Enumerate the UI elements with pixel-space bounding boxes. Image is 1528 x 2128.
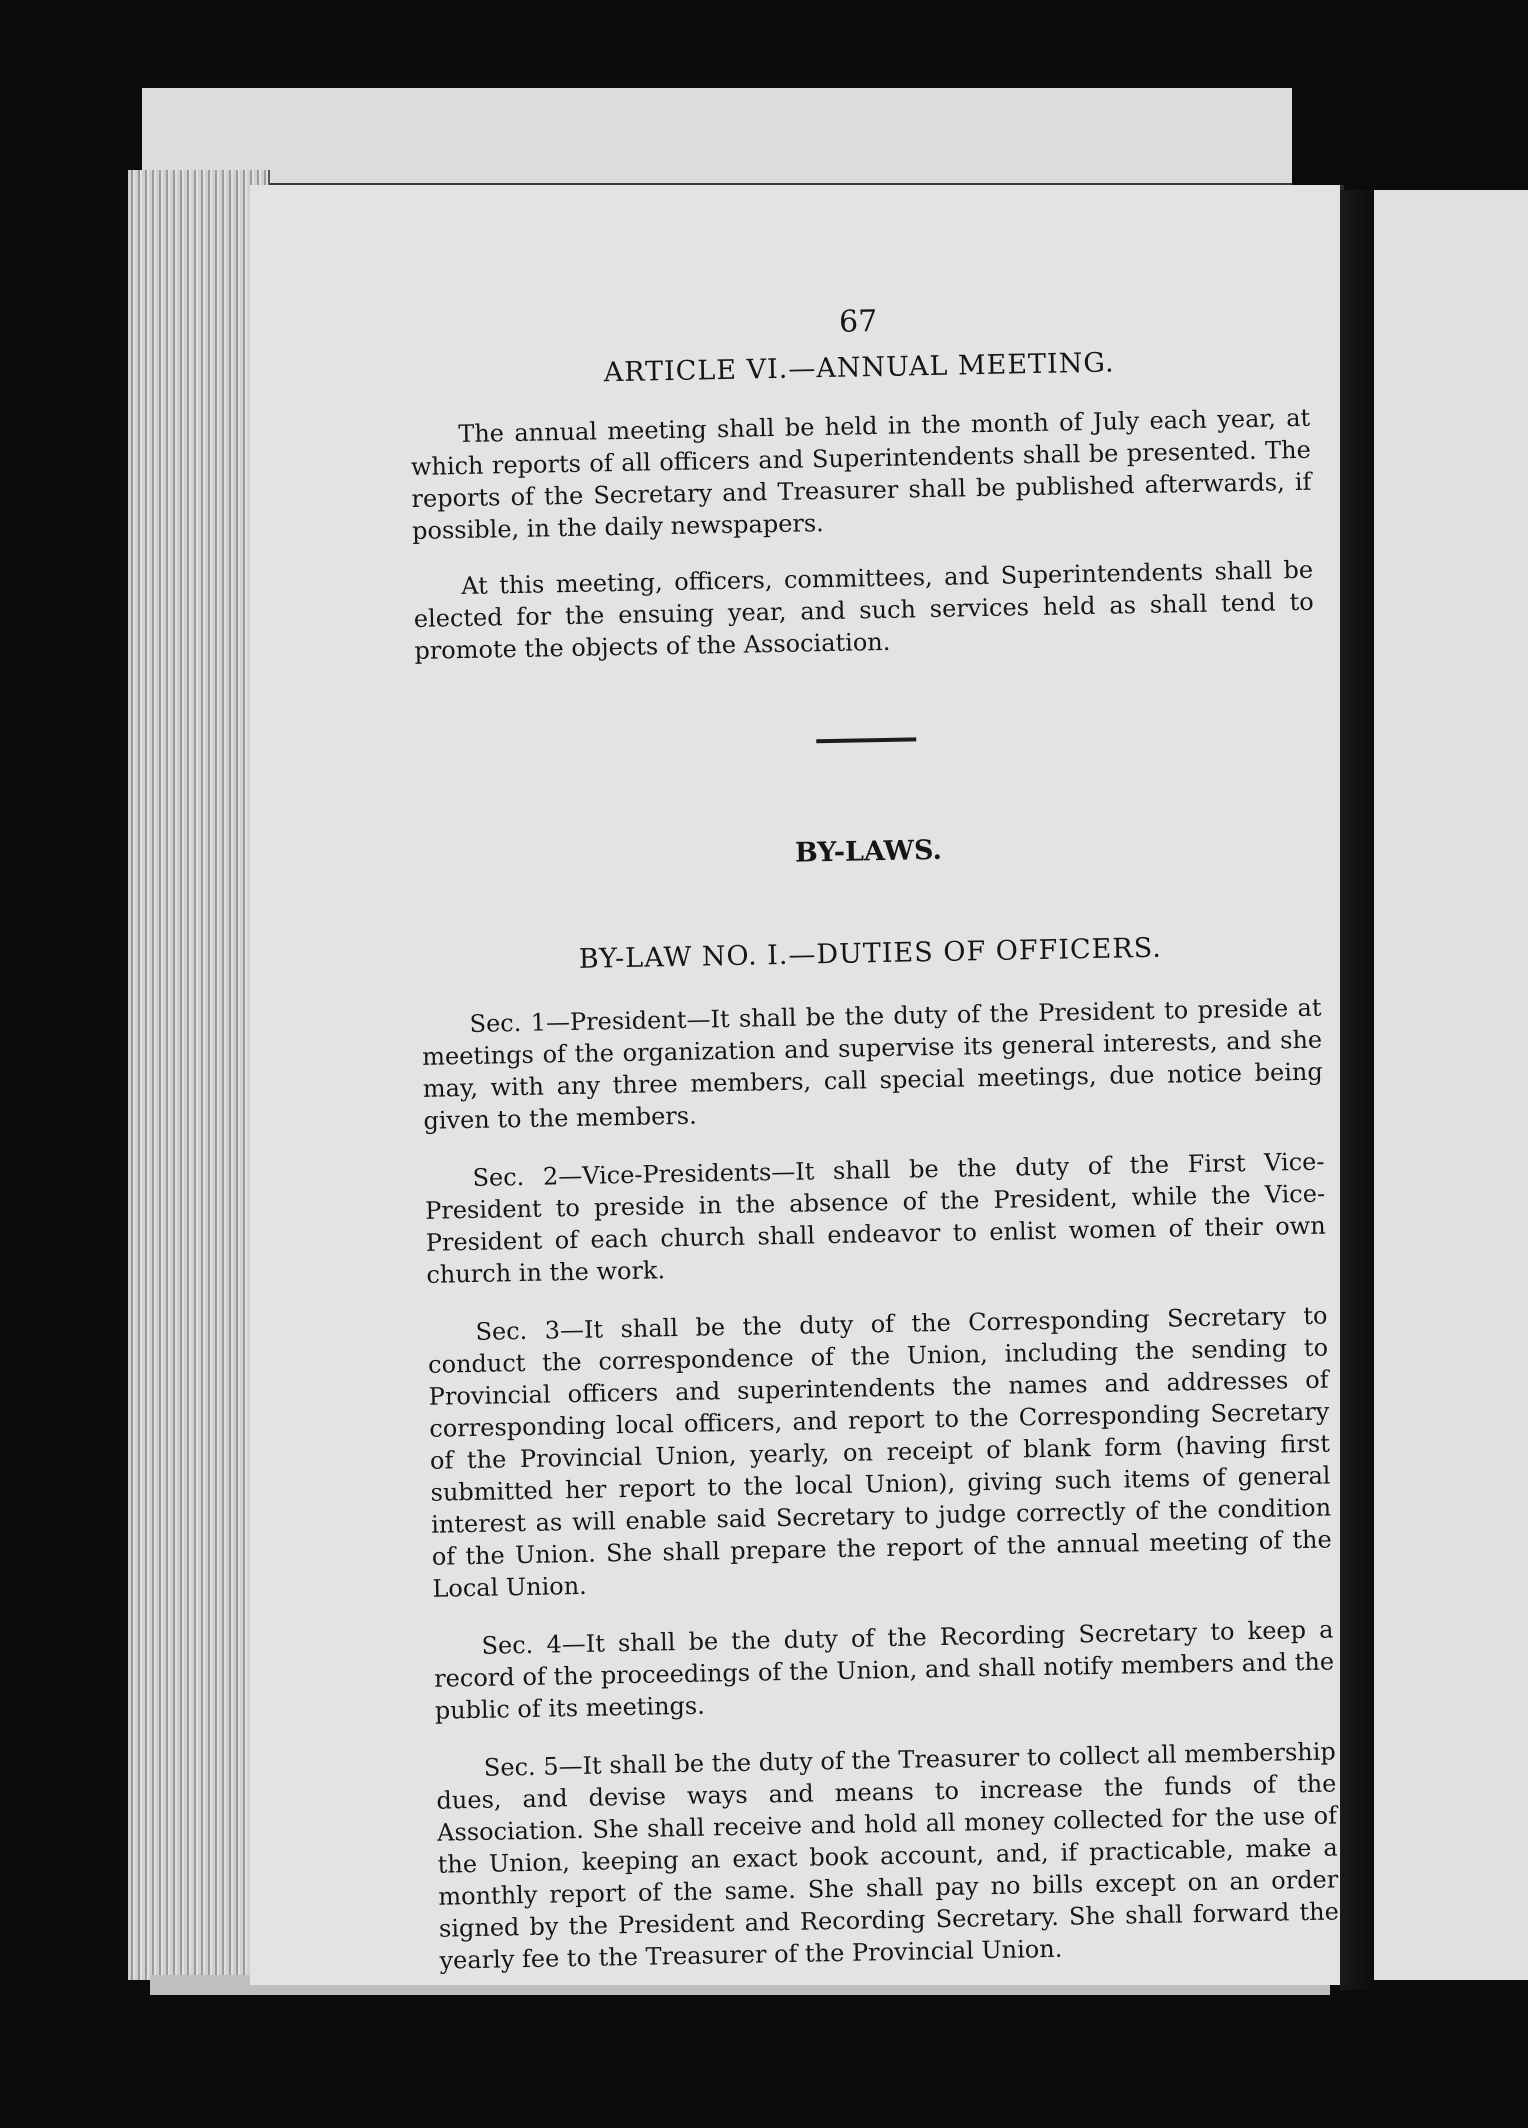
section-divider [816,737,916,743]
bylaw-section: Sec. 3—It shall be the duty of the Corresponding Secretary to conduct the correspondence of the Union, including the sending to Provincial officers and superintendents the names and addresses of corresponding local officers, and report to the Corresponding Secretary of the Provincial Union, yearly, on receipt of blank form (having first submitted her report to the local Union), giving such items of general interest as will enable said Secretary to judge correctly of the condition of the Union. She shall prepare the report of the annual meeting of the Local Union. [427,1301,1332,1603]
bylaw-heading: BY-LAW NO. I.—DUTIES OF OFFICERS. [578,932,1163,975]
book-page-stack [128,170,270,1980]
article-heading: ARTICLE VI.—ANNUAL MEETING. [603,347,1115,389]
bylaw-section: Sec. 2—Vice-Presidents—It shall be the duty of the First Vice-President to preside in the absence of the President, while the Vice-President of each church shall endeavor to enlist women of their own church in the work. [424,1147,1326,1289]
bylaw-section: Sec. 1—President—It shall be the duty of the President to preside at meetings of the organization and supervise its general interests, and she may, with any three members, call special meetings, due notice being given to the members. [421,993,1323,1135]
right-page [1374,190,1528,1980]
article-paragraph: At this meeting, officers, committees, and Superintendents shall be elected for the ensuing year, and such services held as shall tend to promote the objects of the Association. [413,555,1314,665]
bylaw-section: Sec. 4—It shall be the duty of the Recording Secretary to keep a record of the proceedings of the Union, and shall notify members and the public of its meetings. [433,1615,1335,1725]
book-gutter [1340,190,1376,1990]
article-paragraph: The annual meeting shall be held in the month of July each year, at which reports of all officers and Superintendents shall be presented. The reports of the Secretary and Treasurer shall be published afterwards, if possible, in the daily newspapers. [410,403,1312,545]
left-page-text [408,298,1340,2003]
page-number: 67 [838,303,878,340]
book-top-edge [142,88,1292,186]
bylaws-heading: BY-LAWS. [794,834,943,869]
bylaw-section: Sec. 5—It shall be the duty of the Treasurer to collect all membership dues, and devise ways and means to increase the funds of the Association. She shall receive and hold all money collected for the use of the Union, keeping an exact book account, and, if practicable, make a monthly report of the same. She shall pay no bills except on an order signed by the President and Recording Secretary. She shall forward the yearly fee to the Treasurer of the Provincial Union. [436,1737,1340,1975]
